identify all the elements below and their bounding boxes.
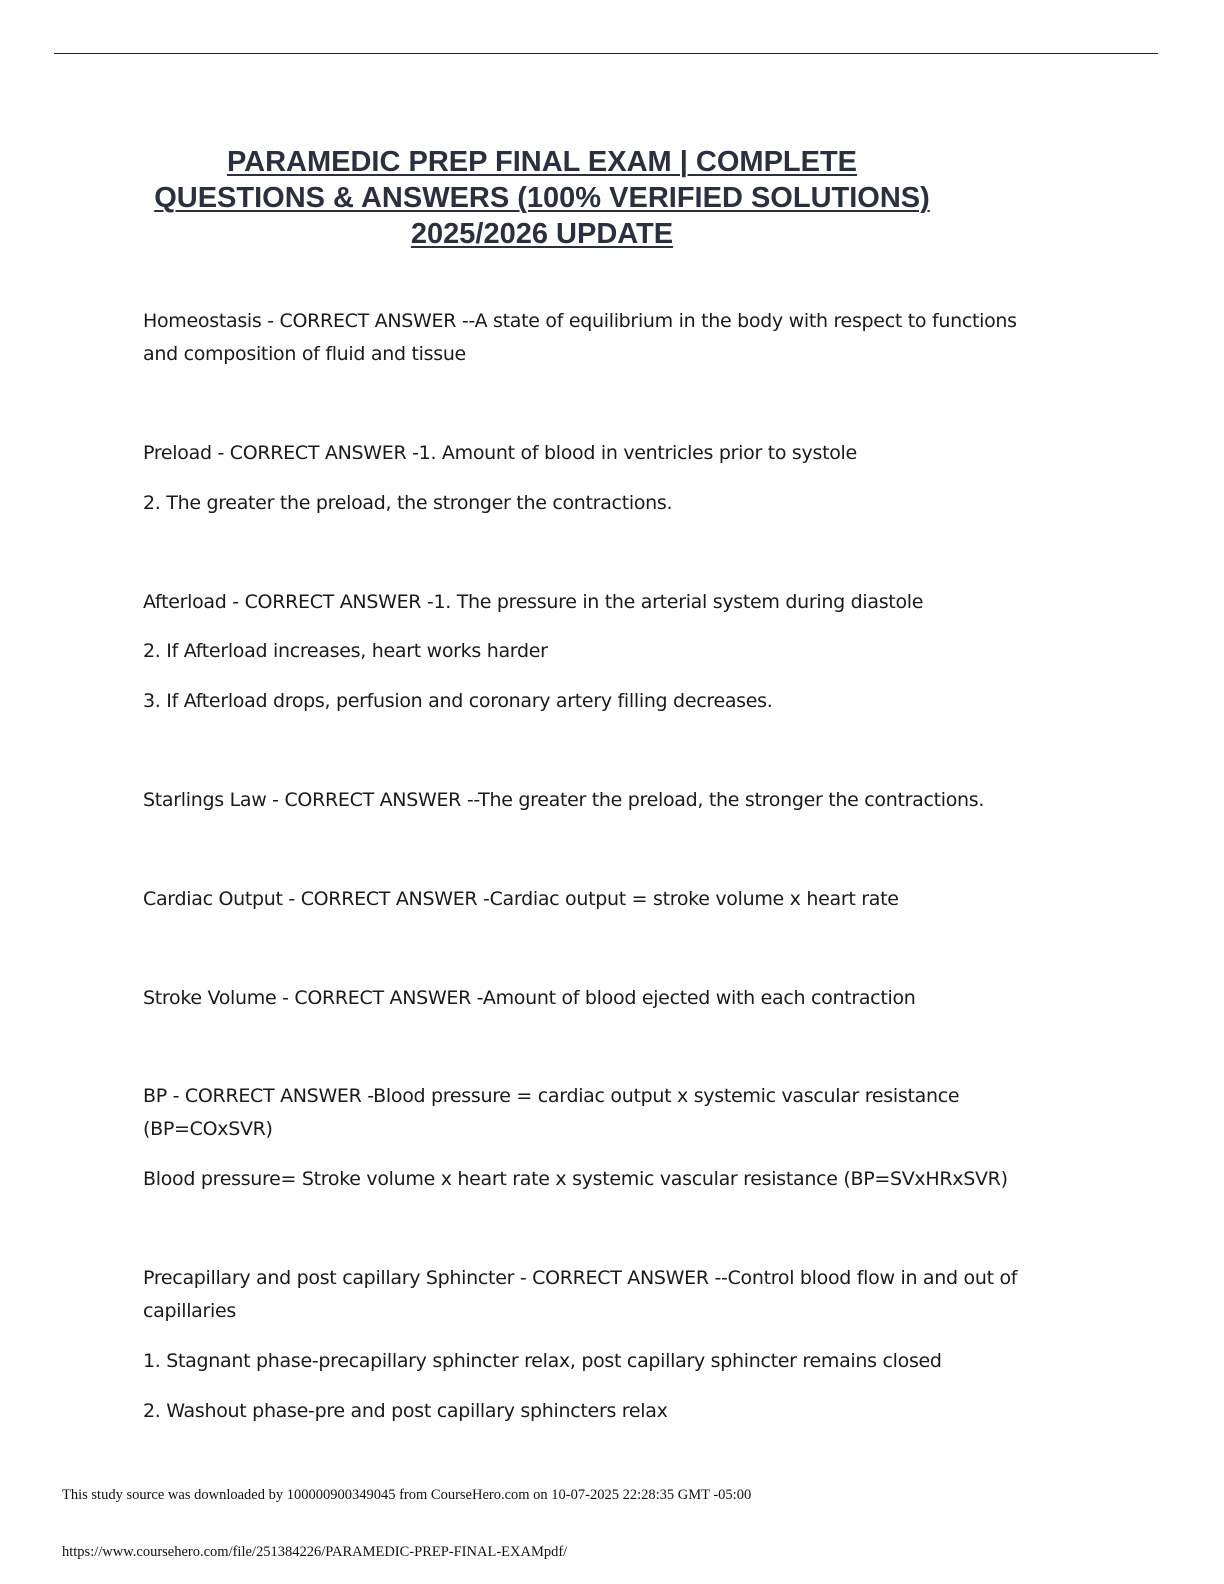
entry-bp-2 xyxy=(143,1163,1073,1196)
entry-sphincter-3 xyxy=(143,1395,1073,1428)
entry-afterload-3 xyxy=(143,685,1073,718)
entry-bp xyxy=(143,1080,1073,1146)
entry-line: Cardiac Output - CORRECT ANSWER -Cardiac output = stroke volume x heart rate xyxy=(143,888,899,910)
entry-line: 2. Washout phase-pre and post capillary sphincters relax xyxy=(143,1400,668,1422)
title-line-3: 2025/2026 UPDATE xyxy=(410,218,674,250)
document-title xyxy=(140,144,944,252)
entry-line: 1. Stagnant phase-precapillary sphincter relax, post capillary sphincter remains closed xyxy=(143,1350,942,1372)
entry-starlings-law xyxy=(143,784,1073,817)
entry-line: Stroke Volume - CORRECT ANSWER -Amount of blood ejected with each contraction xyxy=(143,987,916,1009)
entry-sphincter xyxy=(143,1262,1073,1328)
entry-line: 2. The greater the preload, the stronger the contractions. xyxy=(143,492,673,514)
entry-afterload-2 xyxy=(143,635,1073,668)
entry-homeostasis xyxy=(143,305,1073,371)
entry-line: 2. If Afterload increases, heart works harder xyxy=(143,640,548,662)
entry-line: Homeostasis - CORRECT ANSWER --A state of equilibrium in the body with respect to functions xyxy=(143,310,1017,332)
entry-line: (BP=COxSVR) xyxy=(143,1118,273,1140)
entry-line: BP - CORRECT ANSWER -Blood pressure = cardiac output x systemic vascular resistance xyxy=(143,1085,960,1107)
entry-preload-2 xyxy=(143,487,1073,520)
entry-line: Afterload - CORRECT ANSWER -1. The pressure in the arterial system during diastole xyxy=(143,591,924,613)
footer-url[interactable]: https://www.coursehero.com/file/251384226/PARAMEDIC-PREP-FINAL-EXAMpdf/ xyxy=(62,1544,568,1560)
footer-source-line: This study source was downloaded by 100000900349045 from CourseHero.com on 10-07-2025 22:28:35 GMT -05:00 xyxy=(62,1487,752,1503)
title-line-2: QUESTIONS & ANSWERS (100% VERIFIED SOLUTIONS) xyxy=(154,182,930,214)
entry-afterload xyxy=(143,586,1073,619)
entry-sphincter-2 xyxy=(143,1345,1073,1378)
entry-line: capillaries xyxy=(143,1300,237,1322)
entry-line: Starlings Law - CORRECT ANSWER --The greater the preload, the stronger the contractions. xyxy=(143,789,985,811)
entry-cardiac-output xyxy=(143,883,1073,916)
entry-stroke-volume xyxy=(143,982,1073,1015)
entry-line: 3. If Afterload drops, perfusion and coronary artery filling decreases. xyxy=(143,690,773,712)
entry-line: and composition of fluid and tissue xyxy=(143,343,466,365)
entry-line: Preload - CORRECT ANSWER -1. Amount of blood in ventricles prior to systole xyxy=(143,442,857,464)
entry-line: Precapillary and post capillary Sphincter - CORRECT ANSWER --Control blood flow in and out of xyxy=(143,1267,1018,1289)
entry-line: Blood pressure= Stroke volume x heart rate x systemic vascular resistance (BP=SVxHRxSVR) xyxy=(143,1168,1008,1190)
top-rule xyxy=(54,53,1158,54)
title-line-1: PARAMEDIC PREP FINAL EXAM | COMPLETE xyxy=(226,146,858,178)
entry-preload xyxy=(143,437,1073,470)
